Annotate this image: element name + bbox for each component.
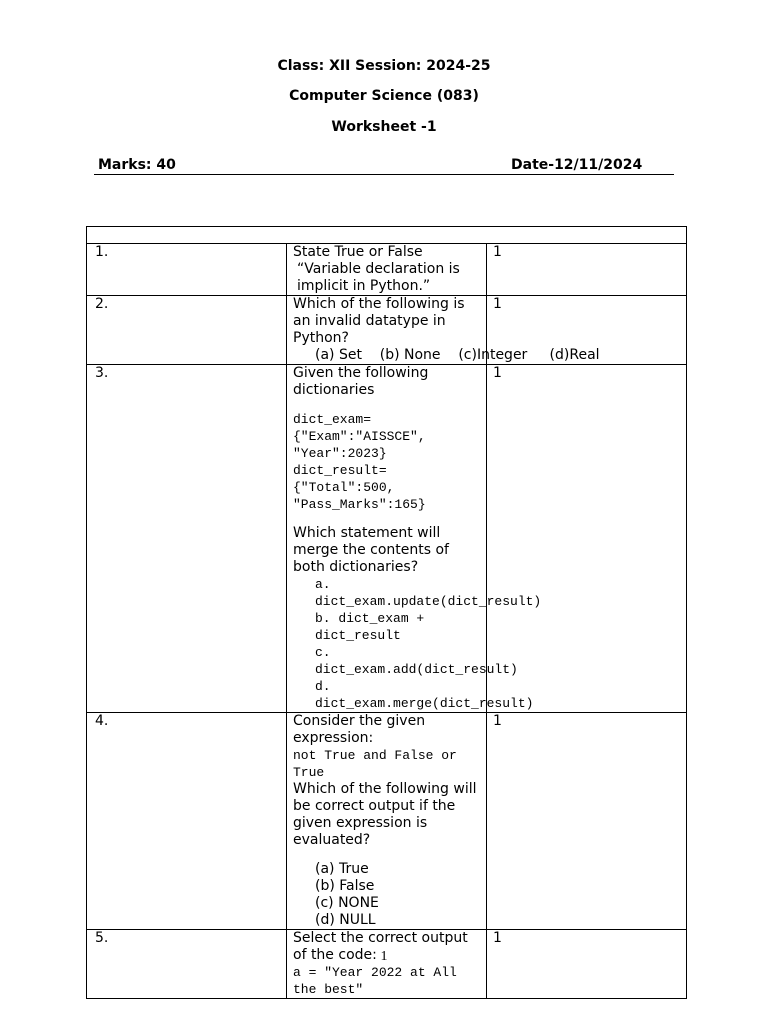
- question-text: State True or False: [293, 244, 423, 260]
- question-row-4: [87, 713, 687, 930]
- question-body: [287, 713, 487, 930]
- option-d: (d) NULL: [315, 912, 376, 928]
- question-statement: “Variable declaration is implicit in Python.”: [297, 261, 460, 294]
- header-subject: Computer Science (083): [289, 88, 479, 104]
- question-number: 5.: [87, 930, 287, 999]
- header-worksheet: Worksheet -1: [331, 119, 437, 135]
- option-a: a. dict_exam.update(dict_result): [315, 577, 542, 609]
- code-line: dict_result={"Total":500, "Pass_Marks":165}: [293, 463, 426, 512]
- table-header-row: [87, 227, 687, 244]
- questions-table: [86, 226, 687, 999]
- option-c: c. dict_exam.add(dict_result): [315, 645, 518, 677]
- code-line: a = "Year 2022 at All the best": [293, 965, 457, 997]
- code-line: not True and False or True: [293, 748, 457, 780]
- question-row-1: [87, 244, 687, 296]
- question-number: 2.: [87, 296, 287, 365]
- question-row-3: [87, 365, 687, 713]
- option-a: (a) True: [315, 861, 369, 877]
- code-line: dict_exam={"Exam":"AISSCE", "Year":2023}: [293, 412, 426, 461]
- question-prompt: Which statement will merge the contents of both dictionaries?: [293, 525, 449, 575]
- marks-label: Marks: 40: [98, 157, 176, 173]
- question-marks: 1: [487, 296, 687, 365]
- question-options: (a) Set (b) None (c)Integer (d)Real: [315, 347, 600, 363]
- question-number: 1.: [87, 244, 287, 296]
- empty-header-cell: [87, 227, 687, 244]
- option-b: (b) False: [315, 878, 375, 894]
- question-body: [287, 244, 487, 296]
- question-number: 3.: [87, 365, 287, 713]
- marks-date-line: [94, 157, 674, 175]
- question-text: Consider the given expression:: [293, 713, 426, 746]
- question-marks: 1: [487, 713, 687, 930]
- option-c: (c) NONE: [315, 895, 379, 911]
- option-b: b. dict_exam + dict_result: [315, 611, 425, 643]
- header-class-session: Class: XII Session: 2024-25: [277, 58, 491, 74]
- question-marks: 1: [487, 365, 687, 713]
- question-number: 4.: [87, 713, 287, 930]
- question-body: [287, 365, 542, 713]
- question-text: Given the following dictionaries: [293, 365, 429, 398]
- question-body: [287, 296, 600, 365]
- question-text: Select the correct output of the code:: [293, 930, 468, 963]
- question-marks: 1: [487, 930, 687, 999]
- question-row-2: [87, 296, 687, 365]
- page-number: 1: [380, 949, 388, 964]
- date-label: Date-12/11/2024: [511, 157, 643, 173]
- question-marks: 1: [487, 244, 687, 296]
- question-prompt: Which of the following will be correct output if the given expression is evaluated?: [293, 781, 477, 848]
- option-d: d. dict_exam.merge(dict_result): [315, 679, 534, 711]
- question-text: Which of the following is an invalid datatype in Python?: [293, 296, 465, 346]
